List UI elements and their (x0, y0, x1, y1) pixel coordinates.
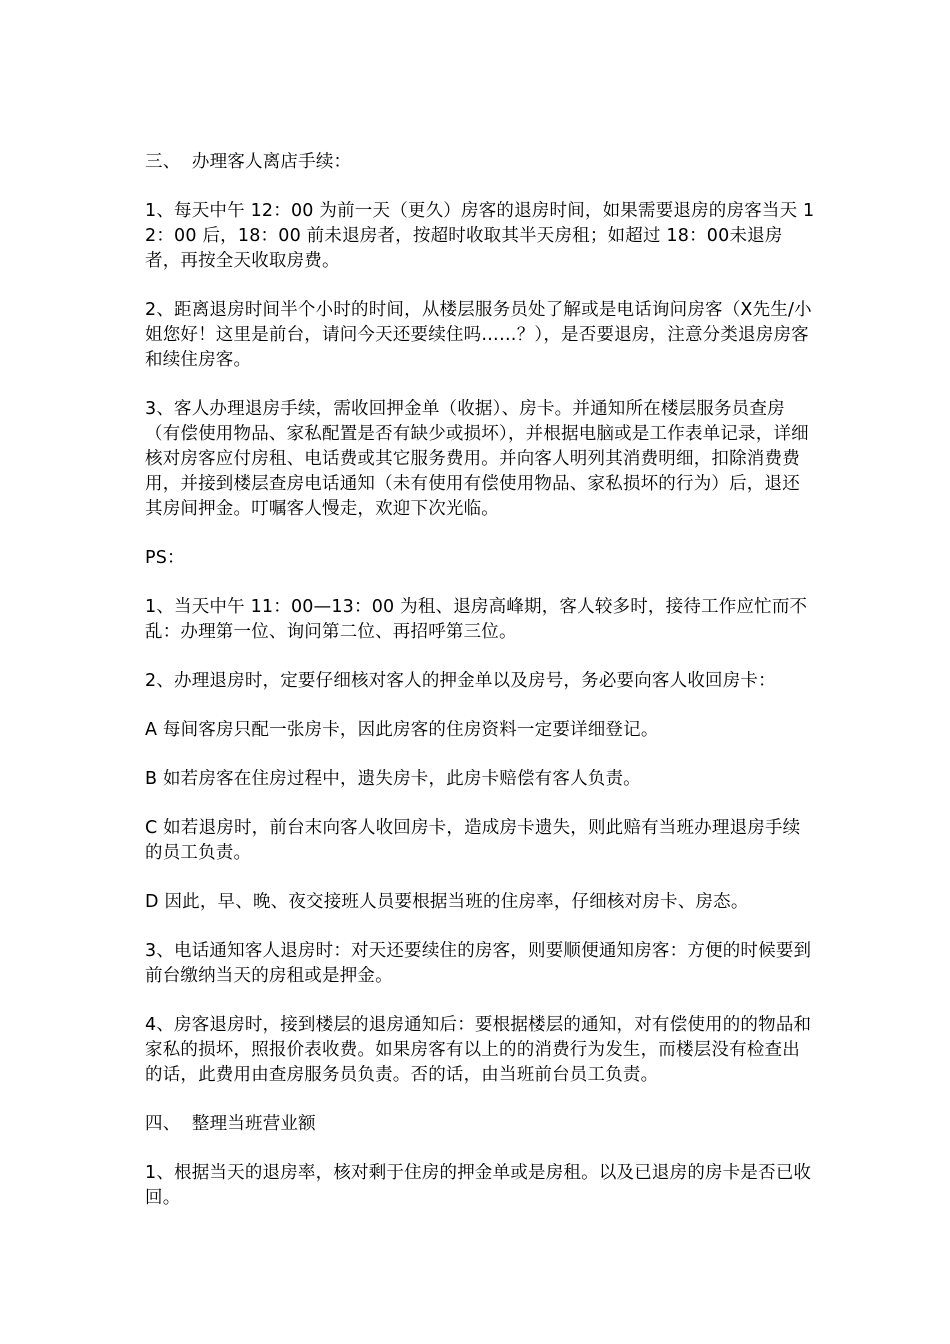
ps-item-phone-notice: 3、电话通知客人退房时：对天还要续住的房客，则要顺便通知房客：方便的时候要到前台缴纳当天的房租或是押金。 (145, 941, 812, 986)
ps-subitem-c: C 如若退房时，前台末向客人收回房卡，造成房卡遗失，则此赔有当班办理退房手续的员工负责。 (145, 818, 801, 863)
ps-item-peak-hours: 1、当天中午 11：00—13：00 为租、退房高峰期，客人较多时，接待工作应忙而不乱：办理第一位、询问第二位、再招呼第三位。 (145, 597, 808, 642)
ps-subitem-d: D 因此，早、晚、夜交接班人员要根据当班的住房率，仔细核对房卡、房态。 (145, 892, 749, 912)
ps-item-room-inspection: 4、房客退房时，接到楼层的退房通知后：要根据楼层的通知，对有偿使用的的物品和家私的损坏，照报价表收费。如果房客有以上的的消费行为发生，而楼层没有检查出的话，此费用由查房服务员负责。否的话，由当班前台员工负责。 (145, 1015, 812, 1085)
section-heading-checkout: 三、 办理客人离店手续： (145, 152, 352, 172)
ps-item-room-card: 2、办理退房时，定要仔细核对客人的押金单以及房号，务必要向客人收回房卡： (145, 671, 776, 691)
paragraph-inquiry: 2、距离退房时间半个小时的时间，从楼层服务员处了解或是电话询问房客（X先生/小姐您好！这里是前台，请问今天还要续住吗……？），是否要退房，注意分类退房房客和续住房客。 (145, 300, 812, 370)
section-heading-revenue: 四、 整理当班营业额 (145, 1114, 316, 1134)
ps-subitem-a: A 每间客房只配一张房卡，因此房客的住房资料一定要详细登记。 (145, 720, 659, 740)
ps-subitem-b: B 如若房客在住房过程中，遗失房卡，此房卡赔偿有客人负责。 (145, 769, 641, 789)
ps-heading: PS： (145, 548, 185, 568)
paragraph-checkout-time: 1、每天中午 12：00 为前一天（更久）房客的退房时间，如果需要退房的房客当天 12：00 后，18：00 前未退房者，按超时收取其半天房租；如超过 18：00未退房者，再按全天收取房费。 (145, 201, 815, 271)
paragraph-checkout-procedure: 3、客人办理退房手续，需收回押金单（收据）、房卡。并通知所在楼层服务员查房（有偿使用物品、家私配置是否有缺少或损坏），并根据电脑或是工作表单记录，详细核对房客应付房租、电话费或其它服务费用。并向客人明列其消费明细，扣除消费费用，并接到楼层查房电话通知（未有使用有偿使用物品、家私损坏的行为）后，退还其房间押金。叮嘱客人慢走，欢迎下次光临。 (145, 399, 809, 519)
paragraph-revenue-check: 1、根据当天的退房率，核对剩于住房的押金单或是房租。以及已退房的房卡是否已收回。 (145, 1163, 812, 1208)
document-body (145, 150, 817, 1235)
